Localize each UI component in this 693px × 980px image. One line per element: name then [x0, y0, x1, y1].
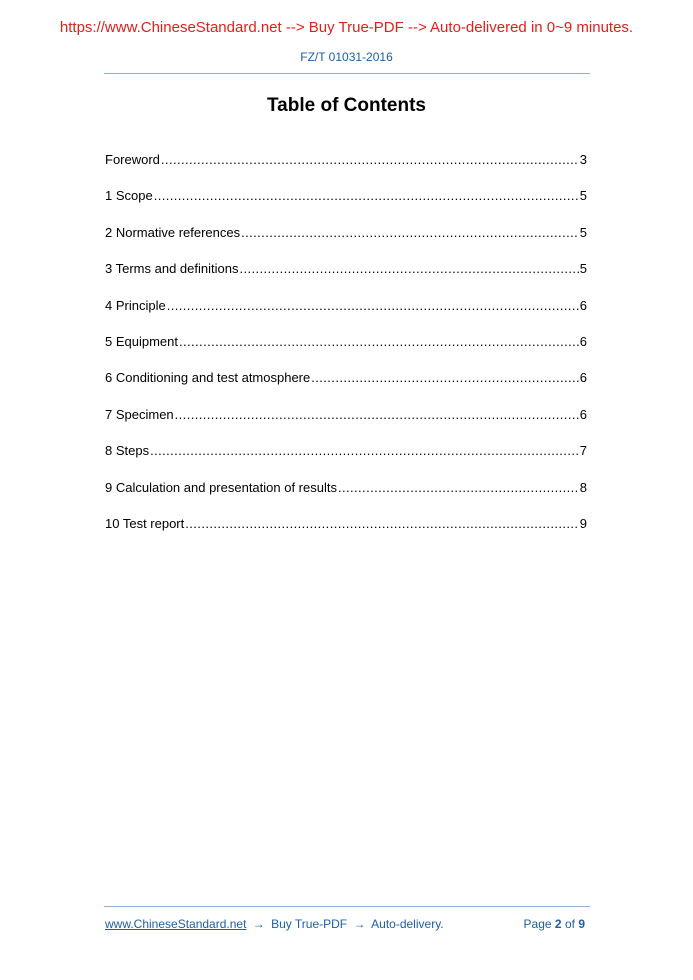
- top-banner[interactable]: https://www.ChineseStandard.net --> Buy True-PDF --> Auto-delivered in 0~9 minutes.: [59, 19, 634, 36]
- toc-dot-leader: [175, 407, 579, 423]
- page-number: [524, 917, 585, 931]
- toc-entry-page: 6: [579, 370, 587, 386]
- toc-entry[interactable]: [105, 516, 587, 552]
- standard-code: FZ/T 01031-2016: [300, 50, 393, 64]
- page-footer: [105, 917, 585, 931]
- toc-entry-label: 4 Principle: [105, 297, 166, 313]
- toc-entry[interactable]: [105, 298, 587, 334]
- toc-entry-label: 3 Terms and definitions: [105, 261, 239, 277]
- footer-site-link[interactable]: www.ChineseStandard.net: [105, 917, 247, 931]
- toc-entry-label: 2 Normative references: [105, 224, 241, 240]
- toc-entry[interactable]: [105, 443, 587, 479]
- toc-dot-leader: [161, 152, 579, 168]
- toc-entry-page: 9: [579, 515, 587, 531]
- footer-divider: [104, 906, 590, 907]
- toc-entry[interactable]: [105, 370, 587, 406]
- toc-entry[interactable]: [105, 261, 587, 297]
- toc-entry[interactable]: [105, 188, 587, 224]
- toc-entry-label: 8 Steps: [105, 443, 150, 459]
- toc-entry-page: 5: [579, 188, 587, 204]
- toc-entry-label: 5 Equipment: [105, 333, 178, 349]
- toc-entry[interactable]: [105, 407, 587, 443]
- toc-dot-leader: [241, 225, 579, 241]
- toc-entry[interactable]: [105, 152, 587, 188]
- toc-entry-label: 1 Scope: [105, 188, 153, 204]
- toc-dot-leader: [338, 480, 579, 496]
- current-page: 2: [554, 917, 562, 931]
- toc-entry[interactable]: [105, 225, 587, 261]
- footer-promo: [105, 917, 444, 931]
- toc-dot-leader: [239, 261, 578, 277]
- page-title: Table of Contents: [266, 95, 427, 116]
- footer-buy-text: Buy True-PDF: [271, 917, 348, 931]
- toc-entry-label: 6 Conditioning and test atmosphere: [105, 370, 311, 386]
- total-pages: 9: [578, 917, 585, 931]
- toc-entry-label: Foreword: [105, 152, 160, 167]
- toc-dot-leader: [167, 298, 579, 314]
- toc-list: [105, 152, 587, 552]
- toc-entry-page: 6: [579, 297, 587, 313]
- toc-entry-page: 3: [579, 152, 587, 167]
- toc-entry-label: 9 Calculation and presentation of results: [105, 479, 337, 495]
- page-word: Page: [523, 917, 552, 931]
- footer-delivery-text: Auto-delivery.: [371, 917, 444, 931]
- right-arrow-icon: →: [353, 917, 366, 931]
- header-divider: [104, 73, 590, 74]
- toc-entry[interactable]: [105, 334, 587, 370]
- toc-entry-label: 10 Test report: [105, 515, 185, 531]
- toc-entry-page: 8: [579, 479, 587, 495]
- toc-entry[interactable]: [105, 480, 587, 516]
- toc-dot-leader: [179, 334, 579, 350]
- toc-entry-page: 5: [579, 261, 587, 277]
- toc-entry-page: 5: [579, 224, 587, 240]
- toc-entry-page: 7: [579, 443, 587, 459]
- toc-entry-page: 6: [579, 333, 587, 349]
- toc-dot-leader: [154, 188, 579, 204]
- right-arrow-icon: →: [252, 917, 265, 931]
- toc-dot-leader: [311, 370, 579, 386]
- toc-entry-page: 6: [579, 406, 587, 422]
- of-word: of: [564, 917, 575, 931]
- toc-entry-label: 7 Specimen: [105, 406, 174, 422]
- toc-dot-leader: [150, 443, 579, 459]
- toc-dot-leader: [185, 516, 579, 532]
